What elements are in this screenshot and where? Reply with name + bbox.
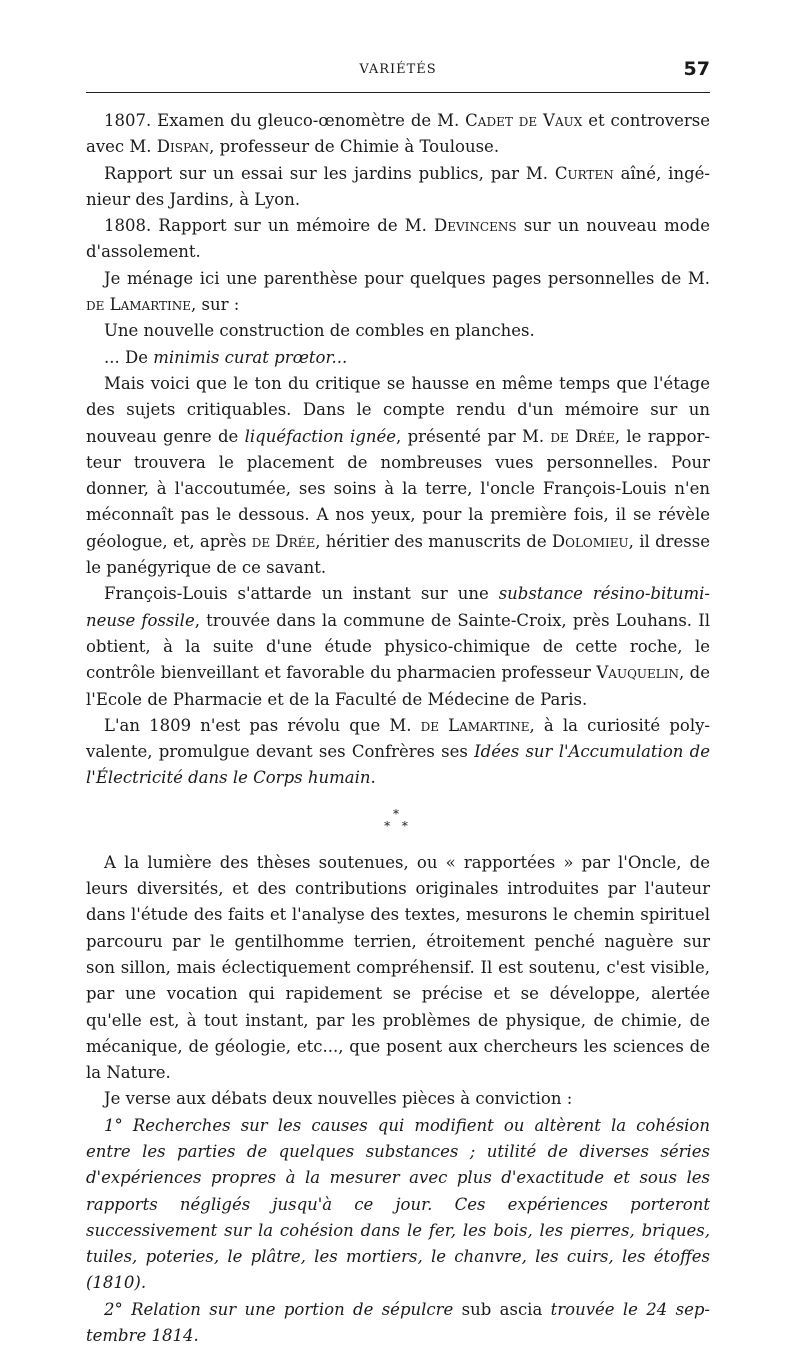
paragraph-critique bbox=[86, 371, 710, 581]
page-header bbox=[86, 58, 710, 93]
paragraph-1808 bbox=[86, 213, 710, 266]
text: Une nouvelle construction de combles en planches. bbox=[104, 321, 535, 341]
asterism-bottom: * * bbox=[384, 818, 412, 833]
text: 1808. Rapport sur un mémoire de M. bbox=[104, 216, 435, 236]
paragraph-substance bbox=[86, 581, 710, 712]
text: Je verse aux débats deux nouvelles pièces à conviction : bbox=[104, 1089, 573, 1109]
italic-text: Idées sur l'Accumulation de l'Électricité dans le Corps humain bbox=[86, 742, 710, 788]
person-name: Dolomieu bbox=[551, 531, 629, 551]
paragraph-de-minimis bbox=[86, 345, 710, 371]
text: sub ascia bbox=[453, 1299, 551, 1319]
paragraph-rapport-jardins bbox=[86, 161, 710, 214]
italic-text: substance résino-bitumineuse fossile bbox=[86, 584, 710, 630]
paragraph-relation bbox=[86, 1297, 710, 1350]
text: , sur : bbox=[191, 295, 240, 315]
body-text bbox=[86, 108, 710, 1349]
person-name: de Drée bbox=[251, 531, 316, 551]
text: , présenté par M. bbox=[396, 426, 551, 446]
text: Rapport sur un essai sur les jardins publics, par M. bbox=[104, 163, 555, 183]
paragraph-1807 bbox=[86, 108, 710, 161]
text: , professeur de Chimie à Toulouse. bbox=[209, 137, 500, 157]
italic-text: trouvée le 24 septembre 1814. bbox=[86, 1299, 710, 1346]
page-number: 57 bbox=[683, 58, 710, 80]
text: , à la curiosité polyvalente, promulgue devant ses Confrères ses bbox=[86, 715, 710, 762]
text: A la lumière des thèses soutenues, ou « rapportées » par l'Oncle, de leurs diversités, et des contributions originales introduites par l'auteur dans l'étude des faits et l'analyse des textes, mesurons le chemin spirituel parcouru par le gentilhomme terrien, étroitement penché naguère sur son sillon, mais éclectiquement compréhensif. Il est soutenu, c'est visible, par une vocation qui rapidement se précise et se développe, alertée qu'elle est, à tout instant, par les problèmes de physique, de chimie, de mécanique, de géologie, etc..., que posent aux chercheurs les sciences de la Nature. bbox=[86, 852, 710, 1083]
paragraph-lumiere bbox=[86, 850, 710, 1087]
person-name: de Drée bbox=[550, 426, 615, 446]
running-title: VARIÉTÉS bbox=[359, 62, 437, 77]
text: 1807. Examen du gleuco-œnomètre de M. bbox=[104, 111, 466, 130]
text: , de l'Ecole de Pharmacie et de la Faculté de Médecine de Paris. bbox=[86, 663, 710, 709]
person-name: Vauquelin bbox=[596, 663, 679, 683]
asterism-top: * bbox=[393, 806, 403, 821]
person-name: Curten bbox=[554, 163, 614, 183]
italic-text: liquéfaction ignée bbox=[244, 426, 397, 446]
person-name: Devincens bbox=[434, 216, 517, 236]
person-name: Cadet de Vaux bbox=[465, 111, 583, 130]
person-name: Dispan bbox=[156, 137, 210, 157]
paragraph-pieces bbox=[86, 1086, 710, 1112]
italic-text: 1° Recherches sur les causes qui modifient ou altèrent la cohésion entre les parties de quelques substances ; utilité de diverses séries d'expériences propres à la mesurer avec plus d'exactitude et sous les rapports négligés jusqu'à ce jour. Ces expériences porteront successivement sur la cohésion dans le fer, les bois, les pierres, briques, tuiles, poteries, le plâtre, les mortiers, le chanvre, les cuirs, les étoffes (1810). bbox=[86, 1115, 710, 1293]
text: et controverse avec M. bbox=[86, 111, 710, 157]
text: sur un nouveau mode d'assolement. bbox=[86, 216, 710, 262]
paragraph-parenthese bbox=[86, 266, 710, 319]
text: , le rapporteur trouvera le placement de nombreuses vues personnelles. Pour donner, à l'accoutumée, ses soins à la terre, l'oncle François-Louis n'en méconnaît pas le dessous. A nos yeux, pour la première fois, il se révèle géologue, et, après bbox=[86, 426, 710, 551]
paragraph-combles bbox=[86, 318, 710, 344]
paragraph-1809 bbox=[86, 713, 710, 792]
paragraph-recherches bbox=[86, 1113, 710, 1297]
text: Je ménage ici une parenthèse pour quelques pages personnelles de M. bbox=[104, 268, 710, 288]
text: L'an 1809 n'est pas révolu que M. bbox=[104, 715, 421, 735]
text: . bbox=[370, 768, 376, 788]
italic-text: 2° Relation sur une portion de sépulcre bbox=[104, 1299, 454, 1319]
text: , il dresse le panégyrique de ce savant. bbox=[86, 531, 710, 578]
text: , trouvée dans la commune de Sainte-Croix, près Louhans. Il obtient, à la suite d'une étude physico-chimique de cette roche, le contrôle bienveillant et favorable du pharmacien professeur bbox=[86, 610, 710, 683]
text: aîné, ingénieur des Jardins, à Lyon. bbox=[86, 163, 710, 209]
text: ... De bbox=[104, 347, 154, 367]
text: Mais voici que le ton du critique se hausse en même temps que l'étage des sujets critiquables. Dans le compte rendu d'un mémoire sur un nouveau genre de bbox=[86, 373, 710, 446]
person-name: de Lamartine bbox=[86, 295, 192, 315]
person-name: de Lamartine bbox=[420, 715, 530, 735]
italic-text: minimis curat prœtor... bbox=[153, 347, 348, 367]
section-separator bbox=[86, 808, 710, 832]
text: François-Louis s'attarde un instant sur une bbox=[104, 584, 499, 604]
text: , héritier des manuscrits de bbox=[315, 531, 552, 551]
